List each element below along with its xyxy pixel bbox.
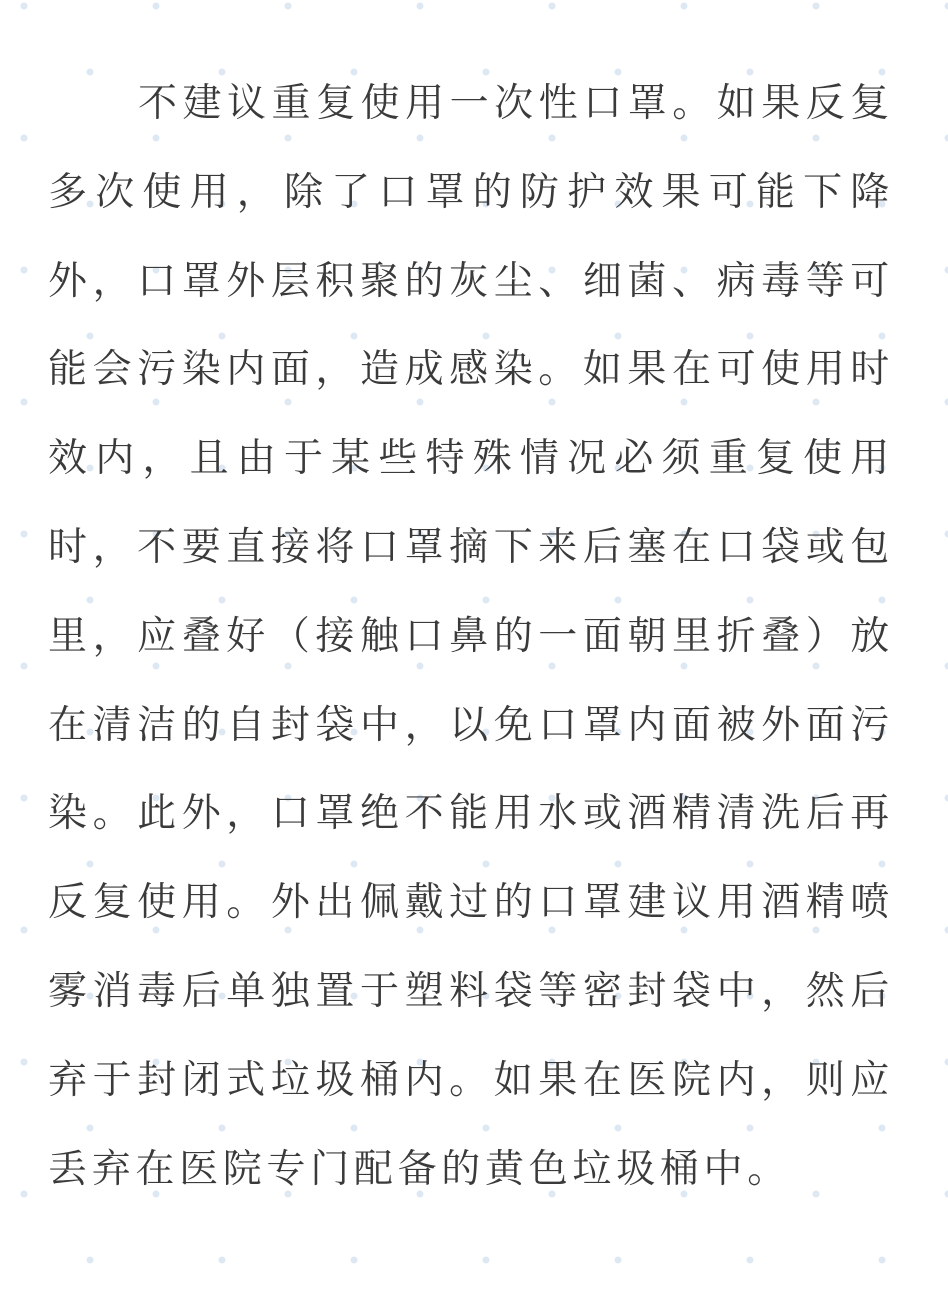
article-body: [48, 60, 894, 1214]
article-paragraph: 不建议重复使用一次性口罩。如果反复多次使用，除了口罩的防护效果可能下降外，口罩外层积聚的灰尘、细菌、病毒等可能会污染内面，造成感染。如果在可使用时效内，且由于某些特殊情况必须重复使用时，不要直接将口罩摘下来后塞在口袋或包里，应叠好（接触口鼻的一面朝里折叠）放在清洁的自封袋中，以免口罩内面被外面污染。此外，口罩绝不能用水或酒精清洗后再反复使用。外出佩戴过的口罩建议用酒精喷雾消毒后单独置于塑料袋等密封袋中，然后弃于封闭式垃圾桶内。如果在医院内，则应丢弃在医院专门配备的黄色垃圾桶中。: [48, 81, 894, 1192]
